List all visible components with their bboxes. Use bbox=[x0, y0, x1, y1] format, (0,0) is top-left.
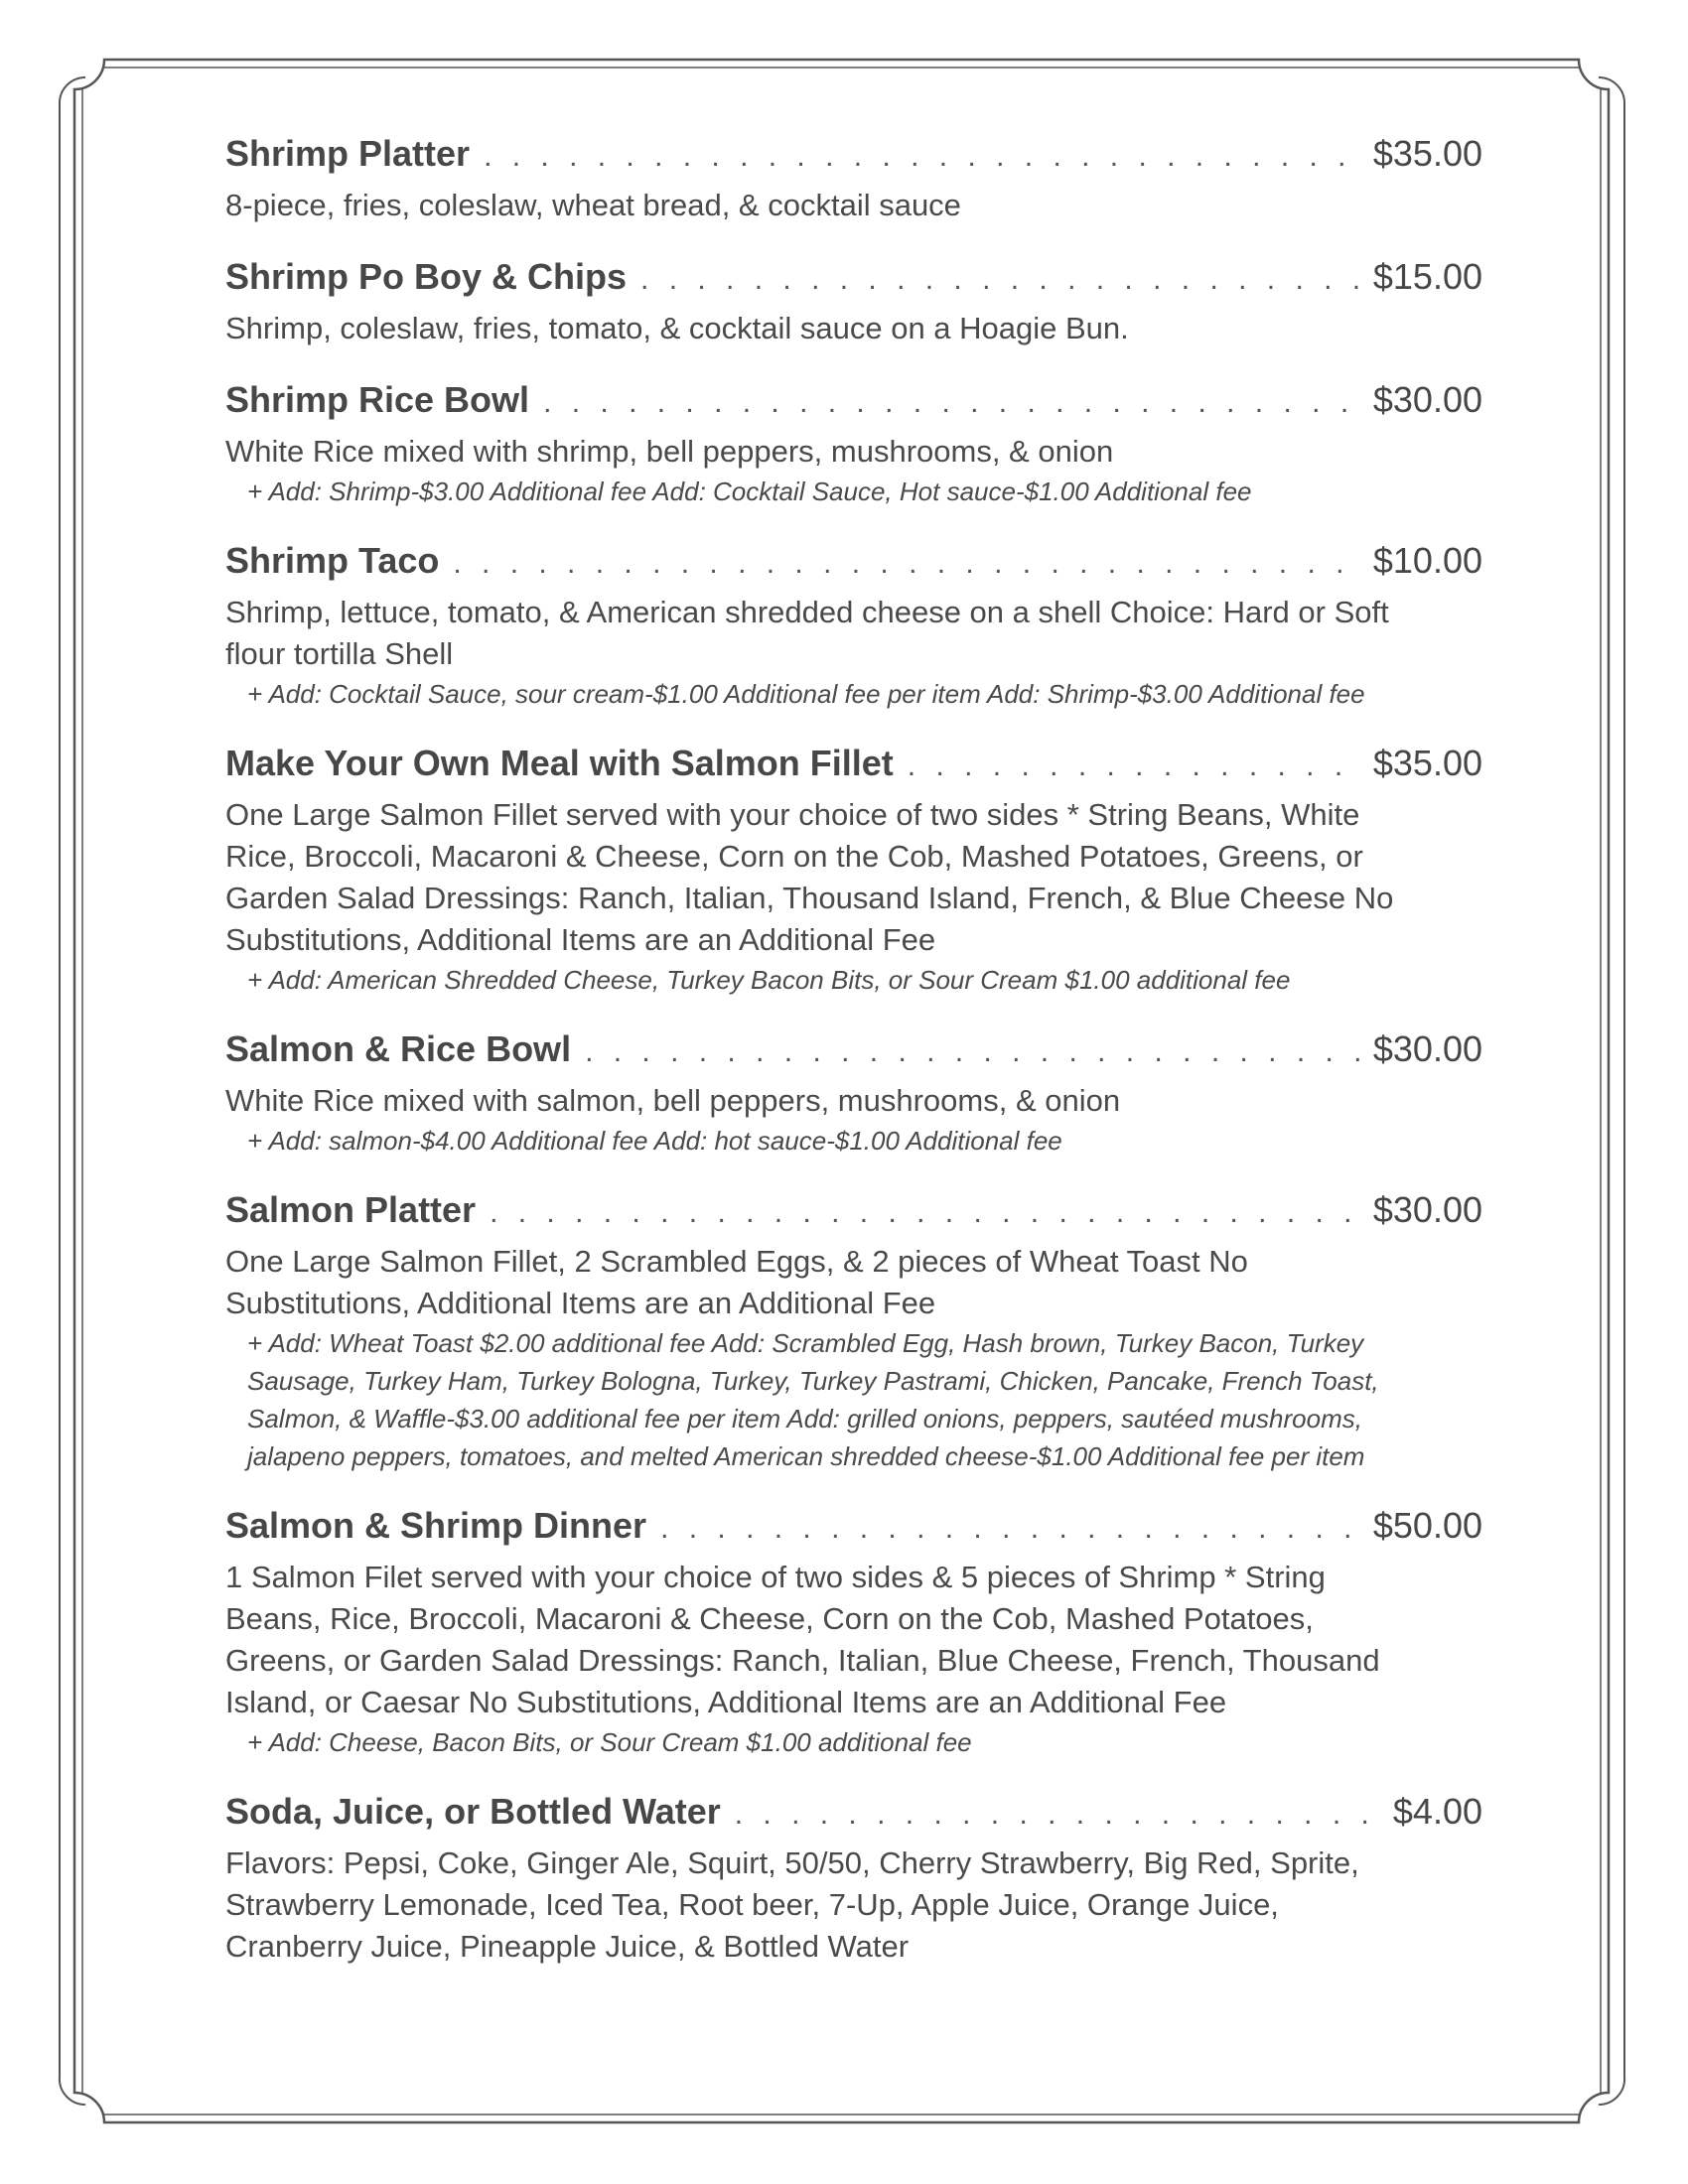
item-description: 1 Salmon Filet served with your choice of two sides & 5 pieces of Shrimp * String Beans, Rice, Broccoli, Macaroni & Cheese, Corn on the Cob, Mashed Potatoes, Greens, or Garden Salad Dressings: Ranch, Italian, Blue Cheese, French, Thousand Island, or Caesar No Substitutions, Additional Items are an Additional Fee bbox=[225, 1560, 1380, 1719]
item-price: $15.00 bbox=[1372, 256, 1482, 297]
item-addon: + Add: Cheese, Bacon Bits, or Sour Cream $1.00 additional fee bbox=[247, 1727, 972, 1757]
menu-item-salmon-fillet-meal bbox=[225, 743, 1482, 999]
item-description: Shrimp, lettuce, tomato, & American shredded cheese on a shell Choice: Hard or Soft flour tortilla Shell bbox=[225, 595, 1389, 671]
dot-leader bbox=[735, 1798, 1381, 1832]
item-description: White Rice mixed with shrimp, bell peppers, mushrooms, & onion bbox=[225, 434, 1114, 469]
dot-leader bbox=[453, 547, 1361, 581]
item-description: Flavors: Pepsi, Coke, Ginger Ale, Squirt, 50/50, Cherry Strawberry, Big Red, Sprite, Strawberry Lemonade, Iced Tea, Root beer, 7-Up, Apple Juice, Orange Juice, Cranberry Juice, Pineapple Juice, & Bottled Water bbox=[225, 1845, 1359, 1964]
item-price: $35.00 bbox=[1372, 133, 1482, 174]
item-description: Shrimp, coleslaw, fries, tomato, & cocktail sauce on a Hoagie Bun. bbox=[225, 311, 1129, 345]
item-price: $30.00 bbox=[1372, 1189, 1482, 1230]
item-price: $30.00 bbox=[1372, 379, 1482, 420]
item-name: Shrimp Rice Bowl bbox=[225, 379, 530, 420]
dot-leader bbox=[908, 750, 1361, 783]
item-price: $50.00 bbox=[1372, 1505, 1482, 1546]
item-addon: + Add: salmon-$4.00 Additional fee Add: hot sauce-$1.00 Additional fee bbox=[247, 1126, 1062, 1156]
item-name: Shrimp Platter bbox=[225, 133, 471, 174]
menu-item-drinks bbox=[225, 1791, 1482, 1968]
item-name: Shrimp Taco bbox=[225, 540, 440, 581]
menu-list bbox=[225, 133, 1482, 1997]
item-description: One Large Salmon Fillet, 2 Scrambled Eggs, & 2 pieces of Wheat Toast No Substitutions, Additional Items are an Additional Fee bbox=[225, 1244, 1248, 1320]
menu-item-shrimp-po-boy bbox=[225, 256, 1482, 349]
dot-leader bbox=[660, 1512, 1361, 1546]
dot-leader bbox=[585, 1035, 1361, 1069]
item-addon: + Add: Shrimp-$3.00 Additional fee Add: Cocktail Sauce, Hot sauce-$1.00 Additional fee bbox=[247, 477, 1252, 506]
menu-item-salmon-rice-bowl bbox=[225, 1028, 1482, 1160]
item-price: $30.00 bbox=[1372, 1028, 1482, 1069]
dot-leader bbox=[490, 1196, 1361, 1230]
item-name: Shrimp Po Boy & Chips bbox=[225, 256, 628, 297]
menu-item-shrimp-taco bbox=[225, 540, 1482, 713]
menu-item-salmon-shrimp-dinner bbox=[225, 1505, 1482, 1761]
item-description: One Large Salmon Fillet served with your choice of two sides * String Beans, White Rice, Broccoli, Macaroni & Cheese, Corn on the Cob, Mashed Potatoes, Greens, or Garden Salad Dressings: Ranch, Italian, Thousand Island, French, & Blue Cheese No Substitutions, Additional Items are an Additional Fee bbox=[225, 797, 1394, 957]
item-addon: + Add: American Shredded Cheese, Turkey Bacon Bits, or Sour Cream $1.00 additional fee bbox=[247, 965, 1291, 995]
item-name: Soda, Juice, or Bottled Water bbox=[225, 1791, 721, 1832]
dot-leader bbox=[543, 386, 1361, 420]
item-addon: + Add: Wheat Toast $2.00 additional fee Add: Scrambled Egg, Hash brown, Turkey Bacon, Turkey Sausage, Turkey Ham, Turkey Bologna, Turkey, Turkey Pastrami, Chicken, Pancake, French Toast, Salmon, & Waffle-$3.00 additional fee per item Add: grilled onions, peppers, sautéed mushrooms, jalapeno peppers, tomatoes, and melted American shredded cheese-$1.00 Additional fee per item bbox=[247, 1328, 1379, 1471]
item-price: $10.00 bbox=[1372, 540, 1482, 581]
item-name: Make Your Own Meal with Salmon Fillet bbox=[225, 743, 894, 783]
item-price: $35.00 bbox=[1372, 743, 1482, 783]
item-name: Salmon & Rice Bowl bbox=[225, 1028, 572, 1069]
item-description: 8-piece, fries, coleslaw, wheat bread, & cocktail sauce bbox=[225, 188, 961, 222]
menu-item-shrimp-platter bbox=[225, 133, 1482, 226]
dot-leader bbox=[640, 263, 1361, 297]
menu-item-salmon-platter bbox=[225, 1189, 1482, 1475]
dot-leader bbox=[484, 140, 1361, 174]
item-price: $4.00 bbox=[1392, 1791, 1482, 1832]
menu-item-shrimp-rice-bowl bbox=[225, 379, 1482, 510]
item-name: Salmon & Shrimp Dinner bbox=[225, 1505, 647, 1546]
item-addon: + Add: Cocktail Sauce, sour cream-$1.00 Additional fee per item Add: Shrimp-$3.00 Additional fee bbox=[247, 679, 1365, 709]
item-description: White Rice mixed with salmon, bell peppers, mushrooms, & onion bbox=[225, 1083, 1121, 1118]
item-name: Salmon Platter bbox=[225, 1189, 477, 1230]
